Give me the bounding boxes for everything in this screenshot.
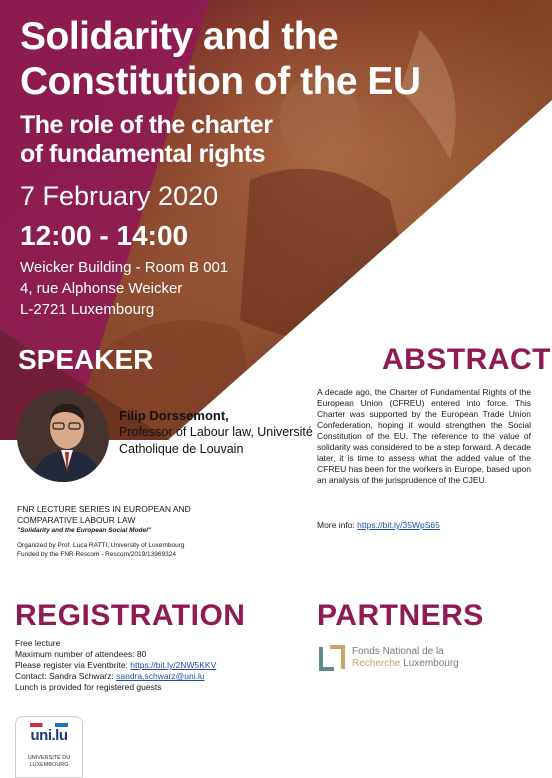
subtitle-line-2: of fundamental rights <box>20 140 266 168</box>
contact-email-link[interactable]: sandra.schwarz@uni.lu <box>116 671 205 681</box>
abstract-text: A decade ago, the Charter of Fundamental Rights of the European Union (CFREU) entered into force. This Charter was supported by the European Trade Union Confederation, hoping it would strengthen the Social Constitution of the EU. The reference to the value of solidarity was considered to be a step forward. A decade later, it is time to assess what the added value of the CFREU has been for the workers in Europe, based upon an analysis of the jurisprudence of the CJEU. <box>317 387 531 485</box>
uni-line-1: UNIVERSITÉ DU <box>27 755 71 761</box>
eventbrite-link[interactable]: https://bit.ly/2NW5KKV <box>130 660 217 670</box>
fnr-luxembourg: Luxembourg <box>400 658 459 669</box>
subtitle-line-1: The role of the charter <box>20 111 273 139</box>
speaker-photo <box>17 390 109 482</box>
event-subtitle <box>20 111 272 169</box>
fnr-line-1: Fonds National de la <box>352 646 444 657</box>
abstract-heading: ABSTRACT <box>382 343 551 376</box>
contact-label: Contact: Sandra Schwarz: <box>15 671 117 681</box>
reg-line-5: Lunch is provided for registered guests <box>15 682 162 692</box>
fnr-mark-icon <box>318 644 346 672</box>
uni-bars-icon <box>30 723 68 727</box>
fnr-recherche: Recherche <box>352 658 401 669</box>
speaker-heading: SPEAKER <box>18 344 154 375</box>
series-tagline: "Solidarity and the European Social Model" <box>17 527 152 534</box>
series-funded: Funded by the FNR Rescom - Rescom/2019/13969324 <box>17 551 176 558</box>
series-info <box>17 504 297 559</box>
speaker-role-line-2: Catholique de Louvain <box>119 442 244 456</box>
series-organized: Organized by Prof. Luca RATTI, University of Luxembourg <box>17 542 185 549</box>
registration-heading: REGISTRATION <box>15 599 246 632</box>
event-date: 7 February 2020 <box>20 181 219 211</box>
eventbrite-label: Please register via Eventbrite: <box>15 660 131 670</box>
partners-heading: PARTNERS <box>317 599 484 632</box>
reg-line-2: Maximum number of attendees: 80 <box>15 649 147 659</box>
series-line-1: FNR LECTURE SERIES IN EUROPEAN AND <box>17 504 191 514</box>
event-address <box>20 257 228 320</box>
university-logo-box <box>15 716 83 778</box>
uni-lu-logo-text: uni.lu <box>30 727 68 744</box>
uni-line-2: LUXEMBOURG <box>29 762 69 768</box>
address-line-1: Weicker Building - Room B 001 <box>20 259 229 276</box>
reg-line-4 <box>15 671 216 682</box>
fnr-logo <box>318 642 518 674</box>
uni-lu-logo <box>16 727 82 744</box>
abstract-more-info <box>317 520 440 531</box>
more-info-link[interactable]: https://bit.ly/35WpS65 <box>357 520 440 530</box>
address-line-3: L-2721 Luxembourg <box>20 301 155 318</box>
event-time: 12:00 - 14:00 <box>20 220 189 251</box>
series-line-2: COMPARATIVE LABOUR LAW <box>17 515 136 525</box>
speaker-name: Filip Dorssemont, <box>119 408 229 423</box>
address-line-2: 4, rue Alphonse Weicker <box>20 280 183 297</box>
reg-line-1: Free lecture <box>15 638 61 648</box>
title-line-1: Solidarity and the <box>20 15 339 58</box>
title-line-2: Constitution of the EU <box>20 60 421 103</box>
speaker-info <box>119 407 313 458</box>
speaker-role-line-1: Professor of Labour law, Université <box>119 425 313 439</box>
event-title <box>20 14 421 104</box>
registration-details <box>15 638 216 693</box>
more-info-label: More info: <box>317 520 358 530</box>
reg-line-3 <box>15 660 216 671</box>
fnr-line-2 <box>352 658 459 670</box>
